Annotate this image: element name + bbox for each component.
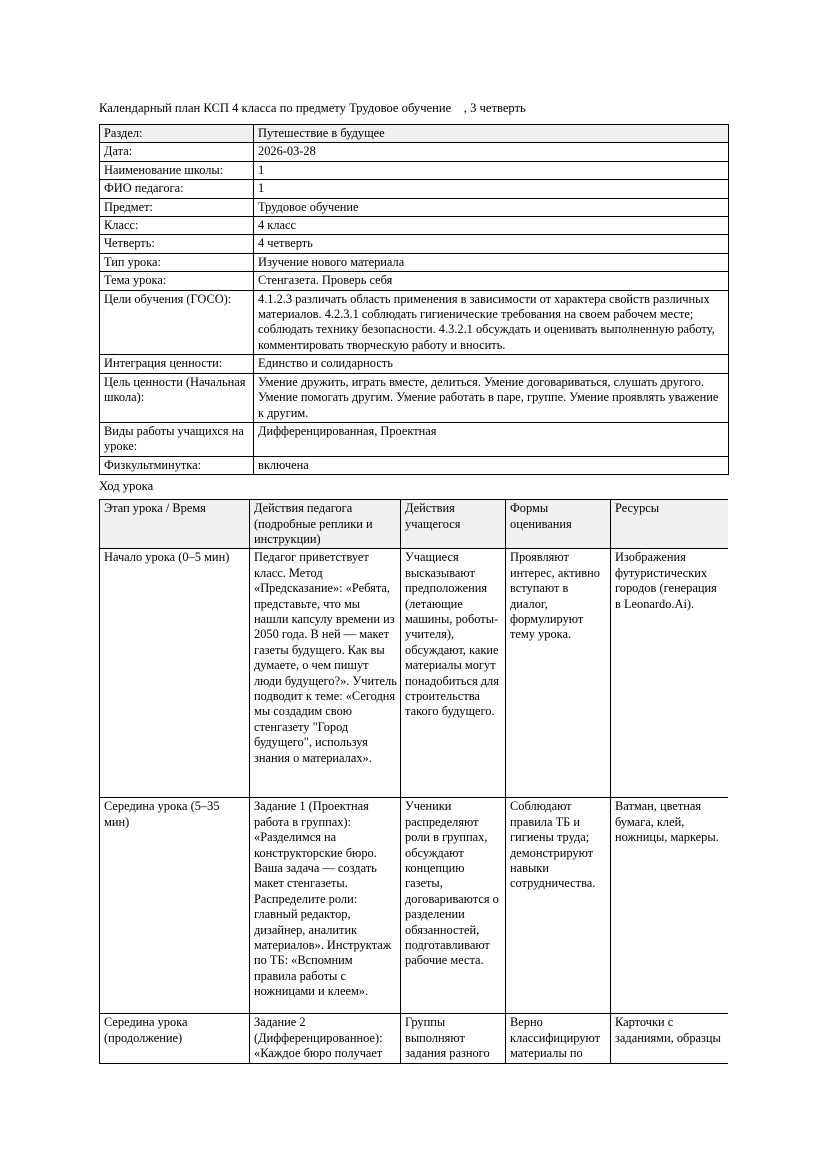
column-header: Действия учащегося: [401, 500, 506, 549]
info-value-cell: включена: [254, 456, 729, 474]
info-value-cell: Путешествие в будущее: [254, 125, 729, 143]
column-header: Ресурсы: [611, 500, 729, 549]
table-row: [100, 235, 729, 253]
table-row: [100, 143, 729, 161]
page-title: Календарный план КСП 4 класса по предмету Трудовое обучение , 3 четверть: [99, 101, 526, 115]
student-actions-cell: Группы выполняют задания разного: [401, 1014, 506, 1063]
table-row: [100, 549, 729, 798]
table-row: [100, 253, 729, 271]
resources-cell: Ватман, цветная бумага, клей, ножницы, маркеры.: [611, 798, 729, 1014]
table-row: [100, 1014, 729, 1063]
stage-cell: Середина урока (5–35 мин): [100, 798, 250, 1014]
resources-cell: Карточки с заданиями, образцы: [611, 1014, 729, 1063]
page-content: [99, 100, 728, 1064]
stage-cell: Середина урока (продолжение): [100, 1014, 250, 1063]
info-value-cell: Единство и солидарность: [254, 355, 729, 373]
info-value-cell: 4 четверть: [254, 235, 729, 253]
lesson-flow-head: [100, 500, 729, 549]
lesson-flow-body: [100, 549, 729, 1063]
info-value-cell: 1: [254, 180, 729, 198]
lesson-flow-caption: Ход урока: [99, 479, 154, 494]
table-row: [100, 125, 729, 143]
table-header-row: [100, 500, 729, 549]
assessment-cell: Проявляют интерес, активно вступают в диалог, формулируют тему урока.: [506, 549, 611, 798]
info-value-cell: Стенгазета. Проверь себя: [254, 272, 729, 290]
info-label-cell: ФИО педагога:: [100, 180, 254, 198]
teacher-actions-cell: Задание 1 (Проектная работа в группах): «Разделимся на конструкторские бюро. Ваша задача — создать макет стенгазеты. Распределите роли: главный редактор, дизайнер, аналитик материалов». Инструктаж по ТБ: «Вспомним правила работы с ножницами и клеем».: [250, 798, 401, 1014]
info-label-cell: Виды работы учащихся на уроке:: [100, 422, 254, 456]
info-value-cell: Трудовое обучение: [254, 198, 729, 216]
column-header: Формы оценивания: [506, 500, 611, 549]
info-value-cell: Умение дружить, играть вместе, делиться. Умение договариваться, слушать другого. Умение помогать другим. Умение работать в паре, группе. Умение проявлять уважение к другим.: [254, 373, 729, 422]
table-row: [100, 456, 729, 474]
info-label-cell: Наименование школы:: [100, 161, 254, 179]
student-actions-cell: Учащиеся высказывают предположения (летающие машины, роботы-учителя), обсуждают, какие материалы могут понадобиться для строительства такого будущего.: [401, 549, 506, 798]
info-label-cell: Интеграция ценности:: [100, 355, 254, 373]
info-label-cell: Раздел:: [100, 125, 254, 143]
table-row: [100, 422, 729, 456]
table-row: [100, 272, 729, 290]
teacher-actions-cell: Задание 2 (Дифференцированное): «Каждое бюро получает: [250, 1014, 401, 1063]
info-label-cell: Предмет:: [100, 198, 254, 216]
table-row: [100, 798, 729, 1014]
lesson-flow-table: [99, 499, 728, 1063]
resources-cell: Изображения футуристических городов (генерация в Leonardo.Ai).: [611, 549, 729, 798]
info-label-cell: Четверть:: [100, 235, 254, 253]
table-row: [100, 217, 729, 235]
column-header: Действия педагога (подробные реплики и инструкции): [250, 500, 401, 549]
lesson-flow-wrapper: [99, 499, 728, 1063]
table-row: [100, 355, 729, 373]
info-label-cell: Цель ценности (Начальная школа):: [100, 373, 254, 422]
table-row: [100, 198, 729, 216]
assessment-cell: Верно классифицируют материалы по: [506, 1014, 611, 1063]
info-value-cell: Изучение нового материала: [254, 253, 729, 271]
info-value-cell: 1: [254, 161, 729, 179]
info-value-cell: 4 класс: [254, 217, 729, 235]
info-value-cell: 4.1.2.3 различать область применения в зависимости от характера свойств различных материалов. 4.2.3.1 соблюдать гигиенические требования на своем рабочем месте; соблюдать технику безопасности. 4.3.2.1 обсуждать и оценивать выполненную работу, комментировать творческую работу и вносить.: [254, 290, 729, 355]
table-row: [100, 373, 729, 422]
column-header: Этап урока / Время: [100, 500, 250, 549]
info-label-cell: Тема урока:: [100, 272, 254, 290]
stage-cell: Начало урока (0–5 мин): [100, 549, 250, 798]
info-label-cell: Класс:: [100, 217, 254, 235]
assessment-cell: Соблюдают правила ТБ и гигиены труда; демонстрируют навыки сотрудничества.: [506, 798, 611, 1014]
table-row: [100, 290, 729, 355]
info-value-cell: 2026-03-28: [254, 143, 729, 161]
lesson-info-body: [100, 125, 729, 475]
teacher-actions-cell: Педагог приветствует класс. Метод «Предсказание»: «Ребята, представьте, что мы нашли капсулу времени из 2050 года. В ней — макет газеты будущего. Как вы думаете, о чем пишут люди будущего?». Учитель подводит к теме: «Сегодня мы создадим свою стенгазету "Город будущего", используя знания о материалах».: [250, 549, 401, 798]
info-label-cell: Цели обучения (ГОСО):: [100, 290, 254, 355]
info-label-cell: Тип урока:: [100, 253, 254, 271]
info-value-cell: Дифференцированная, Проектная: [254, 422, 729, 456]
lesson-info-table: [99, 124, 729, 475]
table-row: [100, 180, 729, 198]
student-actions-cell: Ученики распределяют роли в группах, обсуждают концепцию газеты, договариваются о разделении обязанностей, подготавливают рабочие места.: [401, 798, 506, 1014]
info-label-cell: Дата:: [100, 143, 254, 161]
table-row: [100, 161, 729, 179]
info-label-cell: Физкультминутка:: [100, 456, 254, 474]
